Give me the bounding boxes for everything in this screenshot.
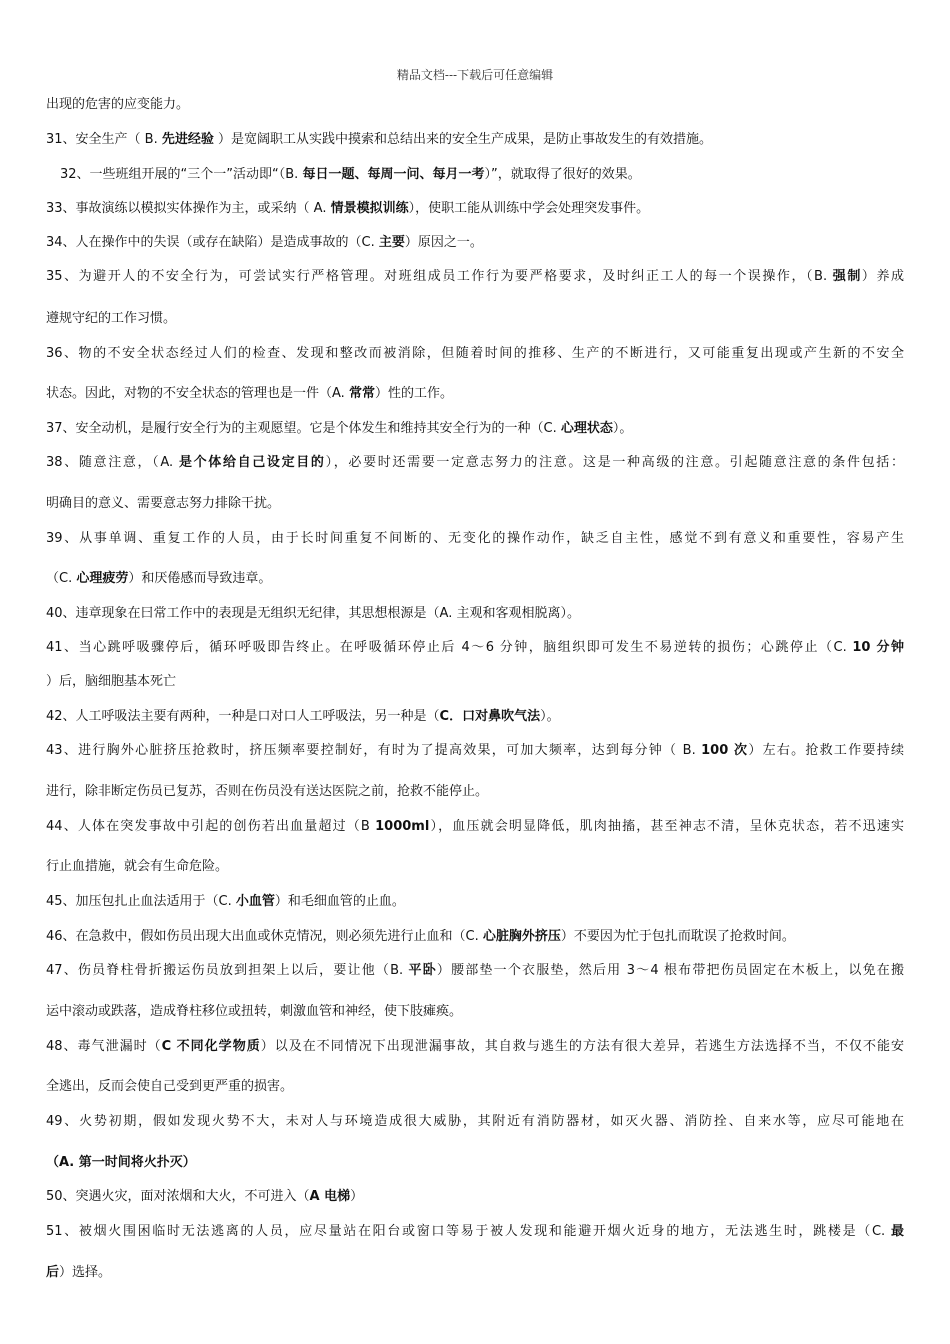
answer: 主要 xyxy=(378,235,405,250)
question-51: 51、被烟火围困临时无法逃离的人员，应尽量站在阳台或窗口等易于被人发现和能避开烟火近身的地方，无法逃生时，跳楼是（C. 最 xyxy=(46,1224,904,1239)
paragraph-line: 出现的危害的应变能力。 xyxy=(46,97,190,112)
question-36: 36、物的不安全状态经过人们的检查、发现和整改而被消除，但随着时间的推移、生产的不断进行，又可能重复出现或产生新的不安全 xyxy=(46,346,904,361)
question-37: 37、安全动机，是履行安全行为的主观愿望。它是个体发生和维持其安全行为的一种（C. 心理状态）。 xyxy=(46,421,633,436)
answer: 10 分钟 xyxy=(852,640,904,655)
answer: 常常 xyxy=(348,386,375,401)
answer: 100 次 xyxy=(701,743,749,758)
question-40: 40、违章现象在曰常工作中的表现是无组织无纪律，其思想根源是（A. 主观和客观相脱离）。 xyxy=(46,606,580,621)
answer: 先进经验 xyxy=(161,132,214,147)
question-34: 34、人在操作中的失误（或存在缺陷）是造成事故的（C. 主要）原因之一。 xyxy=(46,235,483,250)
question-50: 50、突遇火灾，面对浓烟和大火，不可进入（A 电梯） xyxy=(46,1189,364,1204)
paragraph-line: 遵规守纪的工作习惯。 xyxy=(46,311,177,326)
paragraph-line: 明确目的意义、需要意志努力排除干扰。 xyxy=(46,496,281,511)
answer: 情景模拟训练 xyxy=(330,201,409,216)
question-31: 31、安全生产（ B. 先进经验 ）是宽阔职工从实践中摸索和总结出来的安全生产成果，是防止事故发生的有效措施。 xyxy=(46,132,713,147)
question-44: 44、人体在突发事故中引起的创伤若出血量超过（B 1000ml），血压就会明显降低，肌肉抽搐，甚至神志不清，呈休克状态，若不迅速实 xyxy=(46,819,904,834)
answer: 是个体给自己设定目的 xyxy=(178,455,326,470)
answer: 心理状态 xyxy=(560,421,613,436)
paragraph-line: 运中滚动或跌落，造成脊柱移位或扭转，刺激血管和神经，使下肢瘫痪。 xyxy=(46,1004,463,1019)
question-43: 43、进行胸外心脏挤压抢救时，挤压频率要控制好，有时为了提高效果，可加大频率，达到每分钟（ B. 100 次）左右。抢救工作要持续 xyxy=(46,743,904,758)
question-33: 33、事故演练以模拟实体操作为主，或采纳（ A. 情景模拟训练），使职工能从训练中学会处理突发事件。 xyxy=(46,201,650,216)
answer: C．口对鼻吹气法 xyxy=(439,709,541,724)
question-39: 39、从事单调、重复工作的人员，由于长时间重复不间断的、无变化的操作动作，缺乏自主性，感觉不到有意义和重要性，容易产生 xyxy=(46,531,904,546)
question-47: 47、伤员脊柱骨折搬运伤员放到担架上以后，要让他（B. 平卧）腰部垫一个衣服垫，然后用 3～4 根布带把伤员固定在木板上，以免在搬 xyxy=(46,963,904,978)
page-header: 精品文档---下载后可任意编辑 xyxy=(396,68,554,82)
question-42: 42、人工呼吸法主要有两种，一种是口对口人工呼吸法，另一种是（C．口对鼻吹气法）。 xyxy=(46,709,560,724)
question-45: 45、加压包扎止血法适用于（C. 小血管）和毛细血管的止血。 xyxy=(46,894,405,909)
answer: A 电梯 xyxy=(309,1189,351,1204)
paragraph-line: （C. 心理疲劳）和厌倦感而导致违章。 xyxy=(46,571,272,586)
paragraph-line: ）后，脑细胞基本死亡 xyxy=(46,674,177,689)
paragraph-line: 全逃出，反而会使自己受到更严重的损害。 xyxy=(46,1079,294,1094)
question-38: 38、随意注意，（A. 是个体给自己设定目的），必要时还需要一定意志努力的注意。这是一种高级的注意。引起随意注意的条件包括： xyxy=(46,455,904,470)
question-49: 49、火势初期，假如发现火势不大，未对人与环境造成很大威胁，其附近有消防器材，如灭火器、消防拴、自来水等，应尽可能地在 xyxy=(46,1114,904,1129)
paragraph-line: 状态。因此，对物的不安全状态的管理也是一件（A. 常常）性的工作。 xyxy=(46,386,453,401)
paragraph-line: 进行，除非断定伤员已复苏，否则在伤员没有送达医院之前，抢救不能停止。 xyxy=(46,784,489,799)
answer: 每日一题、每周一问、每月一考 xyxy=(302,167,485,182)
answer: （A. 第一时间将火扑灭） xyxy=(46,1155,196,1170)
paragraph-line: 后）选择。 xyxy=(46,1265,112,1280)
answer: 平卧 xyxy=(408,963,437,978)
answer: 后 xyxy=(46,1265,60,1280)
paragraph-line: 行止血措施，就会有生命危险。 xyxy=(46,859,229,874)
answer: 1000ml xyxy=(375,819,430,834)
question-35: 35、为避开人的不安全行为，可尝试实行严格管理。对班组成员工作行为要严格要求，及时纠正工人的每一个误操作，（B. 强制）养成 xyxy=(46,269,904,284)
answer: 心理疲劳 xyxy=(76,571,129,586)
question-46: 46、在急救中，假如伤员出现大出血或休克情况，则必须先进行止血和（C. 心脏胸外挤压）不要因为忙于包扎而耽误了抢救时间。 xyxy=(46,929,795,944)
answer: 强制 xyxy=(832,269,862,284)
question-48: 48、毒气泄漏时（C 不同化学物质）以及在不同情况下出现泄漏事故，其自救与逃生的方法有很大差异，若逃生方法选择不当，不仅不能安 xyxy=(46,1039,904,1054)
question-41: 41、当心跳呼吸骤停后，循环呼吸即告终止。在呼吸循环停止后 4～6 分钟，脑组织即可发生不易逆转的损伤；心跳停止（C. 10 分钟 xyxy=(46,640,904,655)
answer: 最 xyxy=(890,1224,904,1239)
question-32: 32、一些班组开展的“三个一”活动即“（B. 每日一题、每周一问、每月一考）”，就取得了很好的效果。 xyxy=(60,167,641,182)
answer: 小血管 xyxy=(235,894,275,909)
answer: 心脏胸外挤压 xyxy=(482,929,561,944)
answer: C 不同化学物质 xyxy=(161,1039,261,1054)
paragraph-line xyxy=(46,1155,196,1171)
